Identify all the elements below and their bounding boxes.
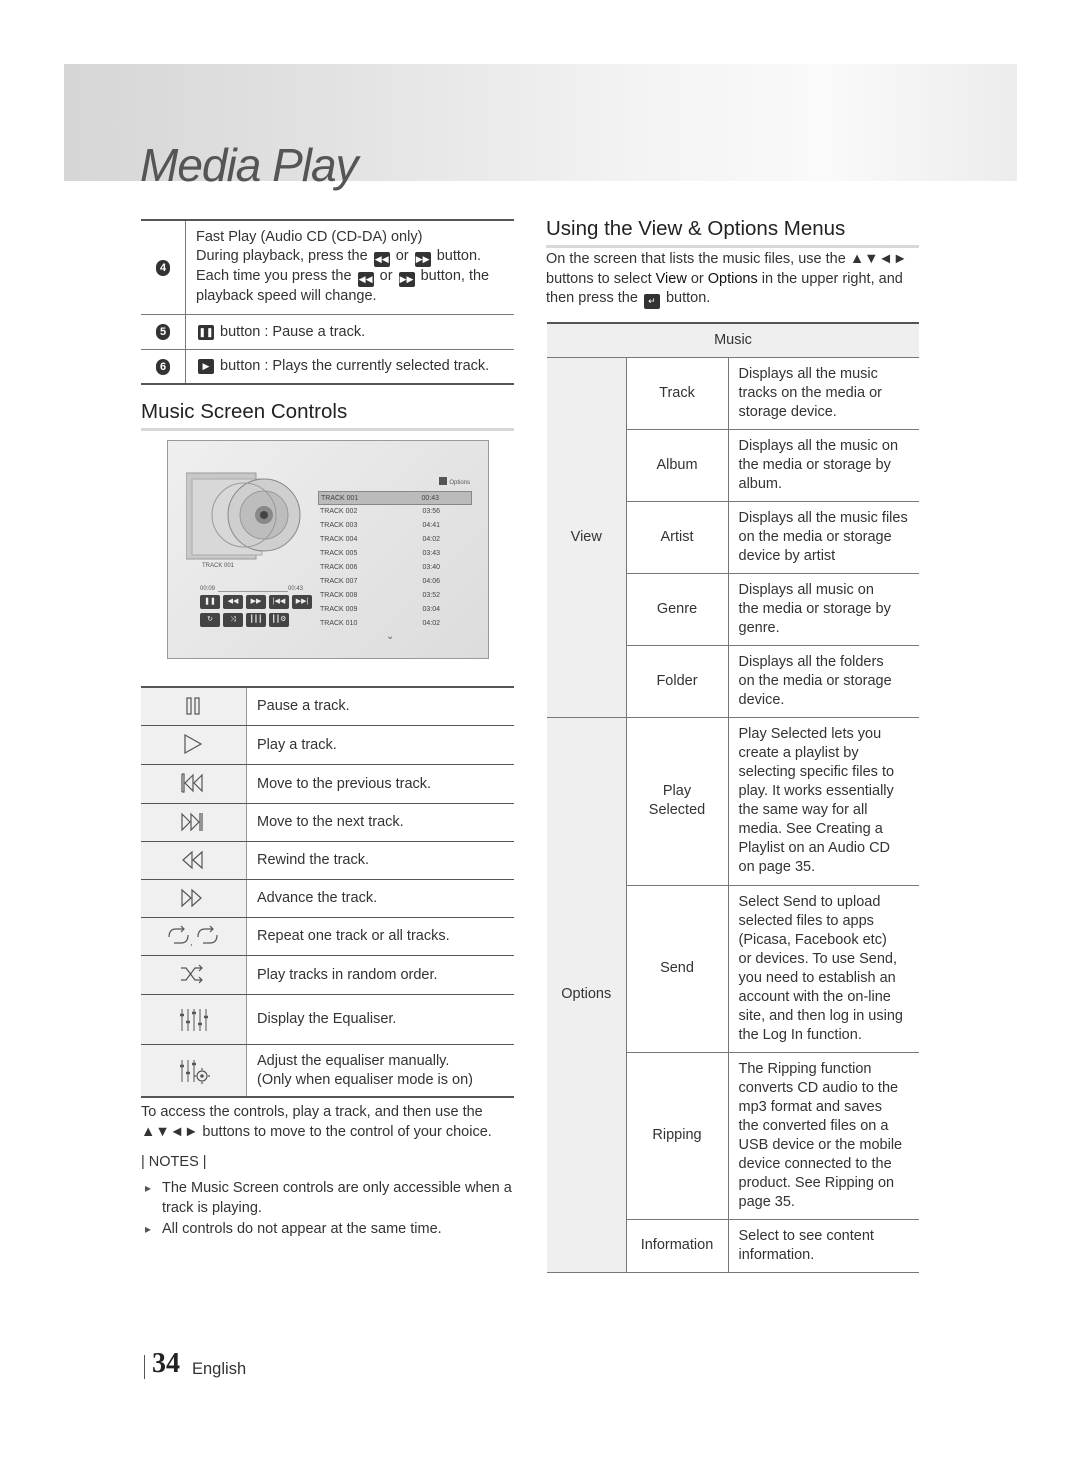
group-label: View [547,357,626,717]
control-description: Pause a track. [257,698,350,714]
group-label: Options [547,717,626,1272]
total-time: 00:43 [288,586,304,592]
menu-item-name: Artist [626,501,728,573]
control-row [141,765,514,804]
control-description: Play a track. [257,736,337,753]
menu-item-description: Select to see content information. [728,1219,919,1272]
track-row[interactable]: TRACK 009 03:04 [320,606,440,613]
note-item: ▸ The Music Screen controls are only accessible when a track is playing. [145,1178,515,1218]
menu-item-name: Ripping [626,1052,728,1219]
menu-item-description: Select Send to upload selected files to apps (Picasa, Facebook etc) or devices. To use Send, you need to establish an account with the on-line site, and then log in using the Log In function. [728,885,919,1052]
notes-heading: | NOTES | [141,1154,207,1170]
heading-rule [141,428,514,431]
step-number-badge: 6 [156,359,170,375]
control-row [141,995,514,1045]
pause-button-icon: ❚❚ [198,325,214,340]
menu-item-name: Genre [626,573,728,645]
step-row: 6 ▶ button : Plays the currently selected track. [141,350,514,385]
track-row[interactable]: TRACK 006 03:40 [320,564,440,571]
transport-controls [200,595,312,609]
table-row [547,357,919,429]
step-title: Fast Play (Audio CD (CD-DA) only) [196,229,423,245]
pause-icon [178,693,210,721]
menu-item-description: The Ripping function converts CD audio to the mp3 format and saves the converted files on a USB device or the mobile device connected to the product. See Ripping on page 35. [728,1052,919,1219]
menu-item-description: Play Selected lets you create a playlist by selecting specific files to play. It works essentially the same way for all media. See Creating a Playlist on an Audio CD on page 35. [728,717,919,885]
controls-table [141,686,514,1098]
next-track-icon: ▶▶| [292,595,312,609]
step-row: 4 Fast Play (Audio CD (CD-DA) only) During playback, press the ◀◀ or ▶▶ button. Each time you press the ◀◀ or ▶▶ button, the playback speed will change. [141,221,514,315]
options-indicator: Options [439,477,470,486]
chevron-down-icon: ⌄ [386,631,395,642]
menu-item-name: Information [626,1219,728,1272]
rewind-button-icon: ◀◀ [358,272,374,287]
table-header: Music [547,323,919,357]
equaliser-settings-icon [178,1057,210,1085]
control-row [141,956,514,995]
control-row [141,918,514,956]
footer-language: English [192,1360,247,1378]
pause-icon: ❚❚ [200,595,220,609]
control-description: Move to the previous track. [257,775,432,792]
track-row[interactable]: TRACK 004 04:02 [320,536,440,543]
music-screen-illustration [167,440,489,659]
track-row[interactable]: TRACK 007 04:06 [320,578,440,585]
equaliser-icon [178,1006,210,1034]
svg-text:,: , [189,936,193,947]
play-icon [178,731,210,759]
step-number-badge: 5 [156,324,170,340]
play-button-icon: ▶ [198,359,214,374]
control-row [141,880,514,918]
repeat-icon [166,923,222,951]
shuffle-icon: ⤨ [223,613,243,627]
view-options-intro: On the screen that lists the music files, use the ▲▼◄► buttons to select View or Options in the upper right, and then press the ↵ button. [546,250,920,309]
control-row [141,726,514,765]
footer-divider [144,1355,145,1379]
cd-cover-icon [186,471,304,561]
page-title: Media Play [140,139,358,191]
menu-item-description: Displays all the music files on the media or storage device by artist [728,501,919,573]
equaliser-icon: ┃┃┃ [246,613,266,627]
menu-item-description: Displays all the music on the media or storage by album. [728,429,919,501]
track-row[interactable]: TRACK 008 03:52 [320,592,440,599]
enter-button-icon: ↵ [644,294,660,309]
heading-rule [546,245,919,248]
shuffle-icon [178,961,210,989]
menu-item-name: Play Selected [626,717,728,885]
view-options-heading: Using the View & Options Menus [546,217,846,240]
next-track-icon [178,809,210,837]
mode-controls [200,613,289,627]
fast-forward-icon: ▶▶ [246,595,266,609]
page-number: 34 [152,1348,180,1379]
track-row[interactable]: TRACK 003 04:41 [320,522,440,529]
control-description: Move to the next track. [257,814,404,830]
repeat-icon: ↻ [200,613,220,627]
menu-item-description: Displays all the music tracks on the media or storage device. [728,357,919,429]
rewind-icon: ◀◀ [223,595,243,609]
music-screen-controls-heading: Music Screen Controls [141,400,348,423]
equaliser-settings-icon: ┃┃⚙ [269,613,289,627]
previous-track-icon: |◀◀ [269,595,289,609]
menu-item-name: Send [626,885,728,1052]
rewind-button-icon: ◀◀ [374,252,390,267]
menu-item-description: Displays all the folders on the media or storage device. [728,645,919,717]
progress-bar [218,591,288,592]
table-row [547,717,919,885]
track-row[interactable]: TRACK 010 04:02 [320,620,440,627]
now-playing-label: TRACK 001 [202,563,235,569]
menu-item-name: Folder [626,645,728,717]
control-row [141,842,514,880]
menu-item-name: Track [626,357,728,429]
menu-item-name: Album [626,429,728,501]
view-options-table [547,322,919,1273]
numbered-steps-table [141,219,514,385]
elapsed-time: 00:09 [200,586,216,592]
step-number-badge: 4 [156,260,170,276]
track-list [318,491,472,631]
track-row[interactable]: TRACK 002 03:56 [320,508,440,515]
control-description: Play tracks in random order. [257,966,438,983]
fast-forward-button-icon: ▶▶ [399,272,415,287]
note-item: ▸ All controls do not appear at the same time. [145,1219,515,1239]
rewind-icon [178,847,210,875]
access-instructions: To access the controls, play a track, and then use the [141,1104,483,1120]
track-row[interactable]: TRACK 001 00:43 [318,491,472,505]
previous-track-icon [178,770,210,798]
control-row [141,688,514,726]
control-description: Adjust the equaliser manually. [257,1052,450,1069]
track-row[interactable]: TRACK 005 03:43 [320,550,440,557]
control-description: Rewind the track. [257,852,370,868]
control-description: Display the Equaliser. [257,1011,397,1027]
fast-forward-button-icon: ▶▶ [415,252,431,267]
fast-forward-icon [178,885,210,913]
control-description: Repeat one track or all tracks. [257,928,450,944]
menu-item-description: Displays all music on the media or storage by genre. [728,573,919,645]
control-row [141,804,514,842]
control-row: Adjust the equaliser manually. (Only when equaliser mode is on) [141,1045,514,1098]
control-description: Advance the track. [257,890,378,906]
step-row: 5 ❚❚ button : Pause a track. [141,315,514,350]
